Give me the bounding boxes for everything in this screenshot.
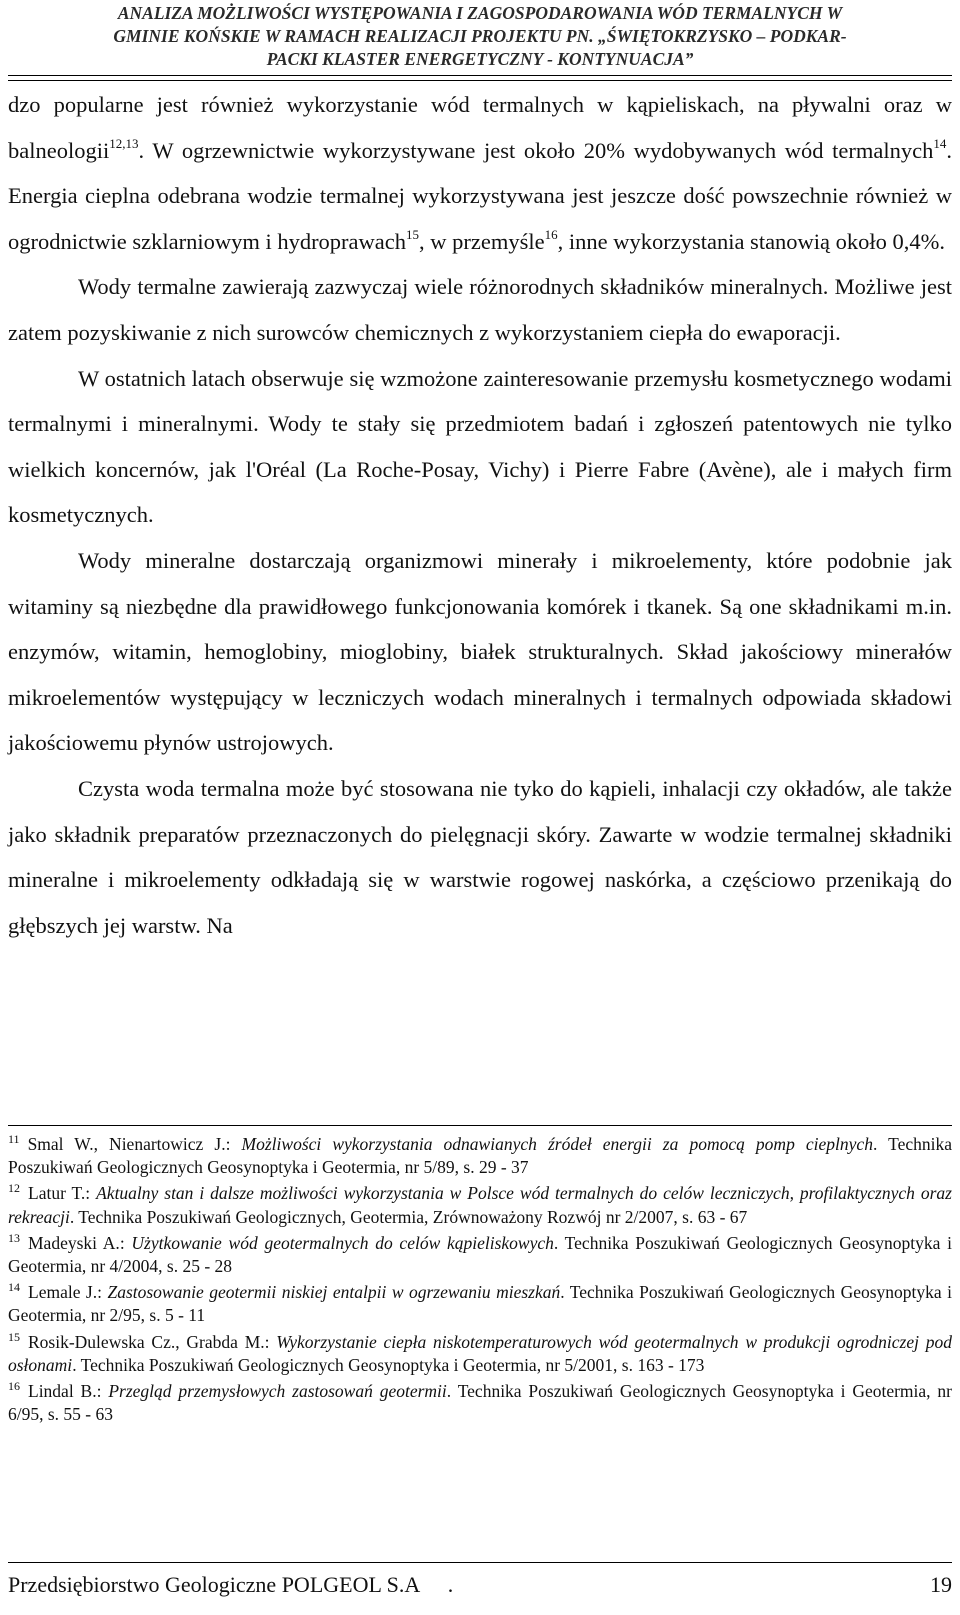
header-line: PACKI KLASTER ENERGETYCZNY - KONTYNUACJA”	[266, 49, 694, 69]
footnote: $^{12}$ Latur T.: Aktualny stan i dalsze możliwości wykorzystania w Polsce wód termalnych do celów leczniczych, profilaktycznych oraz rekreacji. Technika Poszukiwań Geologicznych, Geotermia, Zrównoważony Rozwój nr 2/2007, s. 63 - 67	[8, 1181, 952, 1227]
paragraph: Wody termalne zawierają zazwyczaj wiele różnorodnych składników mineralnych. Możliwe jest zatem pozyskiwanie z nich surowców chemicznych z wykorzystaniem ciepła do ewaporacji.	[8, 274, 952, 345]
header-line: ANALIZA MOŻLIWOŚCI WYSTĘPOWANIA I ZAGOSPODAROWANIA WÓD TERMALNYCH W	[117, 3, 843, 23]
footer-rule	[8, 1562, 952, 1563]
footnote-separator	[8, 1125, 952, 1126]
footnote-ref: 15	[406, 226, 420, 242]
running-header	[8, 2, 952, 71]
footnote: $^{11}$ Smal W., Nienartowicz J.: Możliwości wykorzystania odnawianych źródeł energii za pomocą pomp cieplnych. Technika Poszukiwań Geologicznych Geosynoptyka i Geotermia, nr 5/89, s. 29 - 37	[8, 1132, 952, 1178]
footnote-ref: 16	[544, 226, 558, 242]
paragraph: Wody mineralne dostarczają organizmowi minerały i mikroelementy, które podobnie jak witaminy są niezbędne dla prawidłowego funkcjonowania komórek i tkanek. Są one składnikami m.in. enzymów, witamin, hemoglobiny, mioglobiny, białek strukturalnych. Skład jakościowy minerałów mikroelementów występujący w leczniczych wodach mineralnych i termalnych odpowiada składowi jakościowemu płynów ustrojowych.	[8, 547, 952, 756]
footnotes	[8, 1133, 952, 1429]
header-rule-double	[8, 80, 952, 81]
footnote: $^{15}$ Rosik-Dulewska Cz., Grabda M.: Wykorzystanie ciepła niskotemperaturowych wód geotermalnych w produkcji ogrodniczej pod osłonami. Technika Poszukiwań Geologicznych Geosynoptyka i Geotermia, nr 5/2001, s. 163 - 173	[8, 1329, 952, 1375]
paragraph: dzo popularne jest również wykorzystanie wód termalnych w kąpieliskach, na pływalni oraz w balneologii$^{12,13}$. W ogrzewnictwie wykorzystywane jest około 20% wydobywanych wód termalnych$^{14}$. Energia cieplna odebrana wodzie termalnej wykorzystywana jest jeszcze dość powszechnie również w ogrodnictwie szklarniowym i hydroprawach$^{15}$, w przemyśle$^{16}$, inne wykorzystania stanowią około 0,4%.	[8, 92, 952, 254]
footnote: $^{16}$ Lindal B.: Przegląd przemysłowych zastosowań geotermii. Technika Poszukiwań Geologicznych Geosynoptyka i Geotermia, nr 6/95, s. 55 - 63	[8, 1379, 952, 1425]
footnote-ref: 14	[933, 135, 947, 151]
footnote: $^{14}$ Lemale J.: Zastosowanie geotermii niskiej entalpii w ogrzewaniu mieszkań. Technika Poszukiwań Geologicznych Geosynoptyka i Geotermia, nr 2/95, s. 5 - 11	[8, 1280, 952, 1326]
header-line: GMINIE KOŃSKIE W RAMACH REALIZACJI PROJEKTU PN. „ŚWIĘTOKRZYSKO – PODKAR-	[113, 26, 847, 46]
page-number: 19	[930, 1572, 952, 1597]
footnote-ref: 12,13	[109, 135, 139, 151]
header-rule	[8, 75, 952, 76]
page-footer	[8, 1570, 952, 1600]
paragraph: W ostatnich latach obserwuje się wzmożone zainteresowanie przemysłu kosmetycznego wodami termalnymi i mineralnymi. Wody te stały się przedmiotem badań i zgłoszeń patentowych nie tylko wielkich koncernów, jak l'Oréal (La Roche-Posay, Vichy) i Pierre Fabre (Avène), ale i małych firm kosmetycznych.	[8, 365, 952, 528]
footer-company: Przedsiębiorstwo Geologiczne POLGEOL S.A .	[8, 1572, 454, 1597]
footnote: $^{13}$ Madeyski A.: Użytkowanie wód geotermalnych do celów kąpieliskowych. Technika Poszukiwań Geologicznych Geosynoptyka i Geotermia, nr 4/2004, s. 25 - 28	[8, 1230, 952, 1277]
main-text	[8, 82, 952, 948]
paragraph: Czysta woda termalna może być stosowana nie tyko do kąpieli, inhalacji czy okładów, ale także jako składnik preparatów przeznaczonych do pielęgnacji skóry. Zawarte w wodzie termalnej składniki mineralne i mikroelementy odkładają się w warstwie rogowej naskórka, a częściowo przenikają do głębszych jej warstw. Na	[8, 775, 952, 938]
